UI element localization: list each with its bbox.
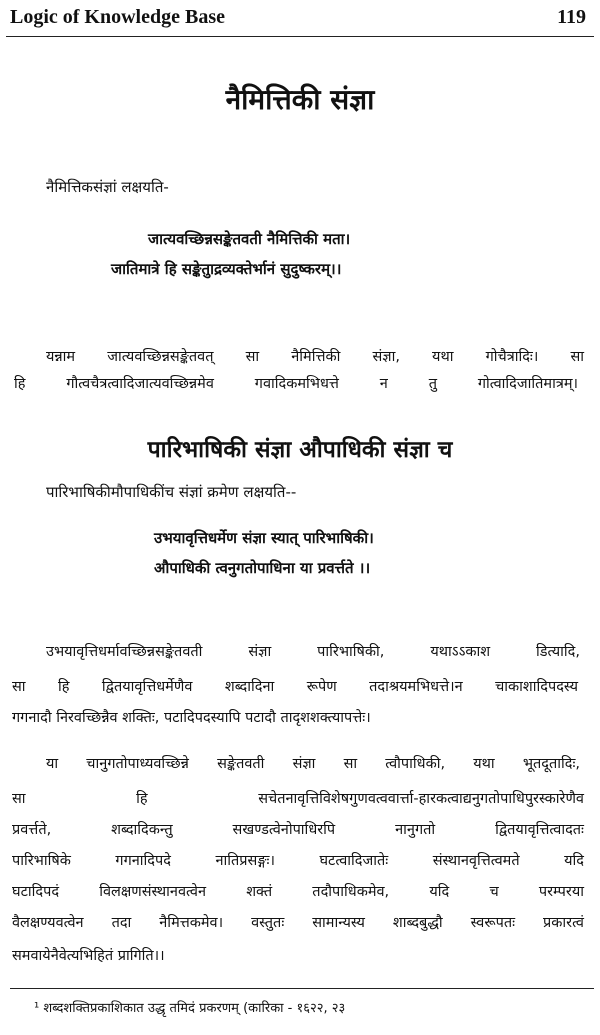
paragraph-line: गगनादौ निरवच्छिन्नैव शक्तिः, पटादिपदस्यापि पटादौ तादृशशक्त्यापत्तेः। [12, 710, 371, 726]
header-rule [6, 36, 594, 37]
paragraph-line: समवायेनैवेत्यभिहितं प्रागिति।। [12, 948, 165, 964]
page-number: 119 [557, 6, 586, 28]
paragraph-line: सा हि सचेतनावृत्तिविशेषगुणवत्ववार्त्ता-हारकत्वाद्यनुगतोपाधिपुरस्कारेणैव [12, 791, 584, 807]
running-head [10, 6, 586, 32]
section-heading-paribhashiki: पारिभाषिकी संज्ञा औपाधिकी संज्ञा च [147, 437, 453, 463]
paragraph-line: यन्नाम जात्यवच्छिन्नसङ्केतवत् सा नैमित्तिकी संज्ञा, यथा गोचैत्रादिः। सा [46, 349, 584, 365]
paragraph-line: वैलक्षण्यवत्वेन तदा नैमित्तकमेव। वस्तुतः सामान्यस्य शाब्दबुद्धौ स्वरूपतः प्रकारत्वं [12, 915, 584, 931]
verse-line: जात्यवच्छिन्नसङ्केतवती नैमित्तिकी मता। [148, 230, 351, 248]
verse-line: जातिमात्रे हि सङ्केतुाद्रव्यक्तेर्भानं सुदुष्करम्।। [111, 260, 342, 278]
paragraph-line: घटादिपदं विलक्षणसंस्थानवत्वेन शक्तं तदौपाधिकमेव, यदि च परम्परया [12, 884, 584, 900]
paragraph-line: या चानुगतोपाध्यवच्छिन्ने सङ्केतवती संज्ञा सा त्वौपाधिकी, यथा भूतदूतादिः, [46, 756, 580, 772]
section-intro: नैमित्तिकसंज्ञां लक्षयति- [46, 178, 169, 196]
paragraph-line: सा हि द्वितयावृत्तिधर्मेणैव शब्दादिना रूपेण तदाश्रयमभिधत्ते।न चाकाशादिपदस्य [12, 679, 578, 695]
paragraph-line: प्रवर्त्तते, शब्दादिकन्तु सखण्डत्वेनोपाधिरपि नानुगतो द्वितयावृत्तित्वादतः [12, 822, 584, 838]
section-heading-naimittiki: नैमित्तिकी संज्ञा [225, 83, 375, 116]
verse-line: उभयावृत्तिधर्मेण संज्ञा स्यात् पारिभाषिकी। [154, 529, 374, 547]
footnote-rule [10, 988, 594, 989]
paragraph-line: हि गौत्वचैत्रत्वादिजात्यवच्छिन्नमेव गवादिकमभिधत्ते न तु गोत्वादिजातिमात्रम्। [14, 376, 578, 392]
paragraph-line: उभयावृत्तिधर्मावच्छिन्नसङ्केतवती संज्ञा पारिभाषिकी, यथाऽऽकाश डित्यादि, [46, 644, 580, 660]
footnote: ¹ शब्दशक्तिप्रकाशिकात उद्धृ तमिदं प्रकरणम् (कारिका - १६२२, २३ [34, 1001, 346, 1016]
section-intro: पारिभाषिकीमौपाधिकींच संज्ञां क्रमेण लक्षयति-- [46, 483, 297, 501]
verse-line: औपाधिकी त्वनुगतोपाधिना या प्रवर्त्तते ।। [154, 559, 371, 577]
running-head-title: Logic of Knowledge Base [10, 6, 225, 28]
paragraph-line: पारिभाषिके गगनादिपदे नातिप्रसङ्गः। घटत्वादिजातेः संस्थानवृत्तित्वमते यदि [12, 853, 584, 869]
